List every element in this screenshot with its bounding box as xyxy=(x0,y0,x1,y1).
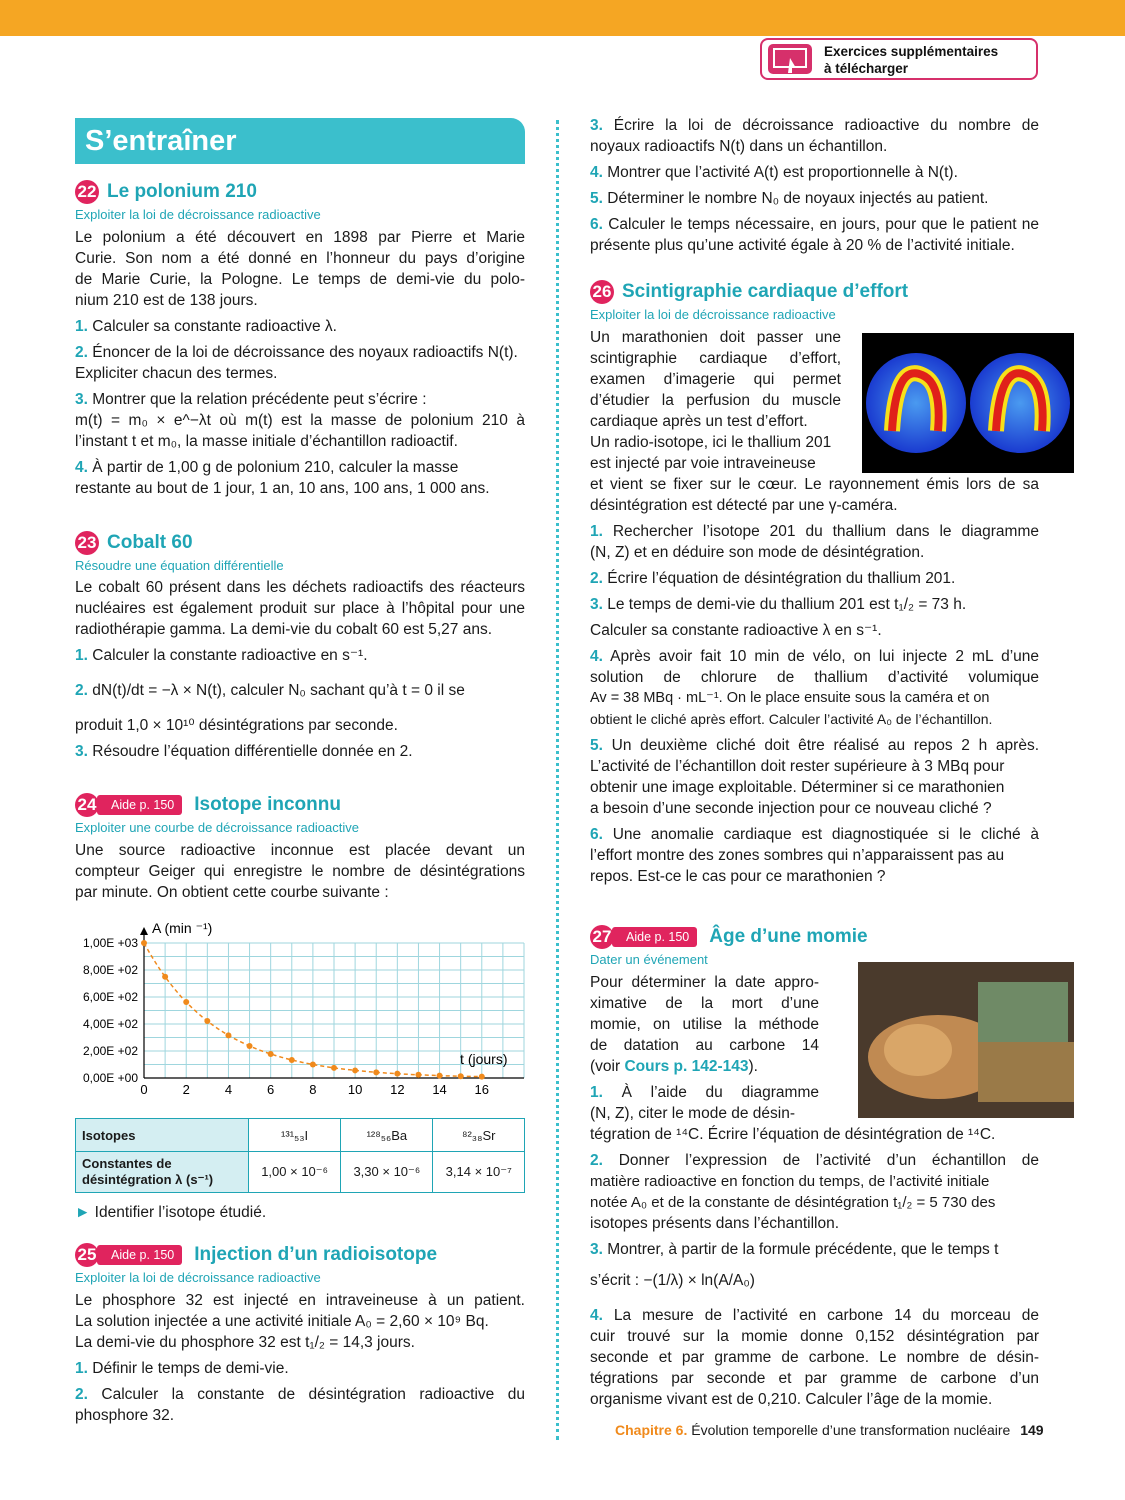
exercise-title: Âge d’une momie xyxy=(709,926,868,947)
y-tick-label: 6,00E +02 xyxy=(82,990,138,1004)
exercise-skill: Dater un événement xyxy=(590,952,708,967)
exercise-title: Scintigraphie cardiaque d’effort xyxy=(622,281,909,302)
exercise-title: Injection d’un radioisotope xyxy=(194,1244,438,1265)
exercise-title: Isotope inconnu xyxy=(194,794,341,815)
x-tick-label: 4 xyxy=(224,1082,233,1097)
exercise-26-body: Un marathonien doit passer une scintigraphie cardiaque d’effort, examen d’imagerie qui permet d’étudier la perfusion du muscle cardiaque après un test d’effort. Un radio-isotope, ici le thallium 201 est injecté par voie intraveineuse et vient se fixer sur le cœur. Le rayonnement émis lors de sa désintégration est détecté par une γ-caméra. 1. Rechercher l’isotope 201 du thallium dans le diagramme (N, Z) et en déduire son mode de désintégration. 2. Écrire l’équation de désintégration du thallium 201. 3. Le temps de demi-vie du thallium 201 est t₁/₂ = 73 h. Calculer sa constante radioactive λ en s⁻¹. 4. Après avoir fait 10 min de vélo, on lui injecte 2 mL d’une solution de chlorure de thallium d’activité volumique Av = 38 MBq · mL⁻¹. On le place ensuite sous la caméra et on obtient le cliché après effort. Calculer l’activité A₀ de l’échantillon. 5. Un deuxième cliché doit être réalisé au repos 2 h après. L’activité de l’échantillon doit rester supérieure à 3 MBq pour obtenir une image exploitable. Déterminer si ce marathonien a besoin d’une seconde injection pour ce nouveau cliché ? 6. Une anomalie cardiaque est diagnostiquée si le cliché à l’effort montre des zones sombres qui n’apparaissent pas au repos. Est-ce le cas pour ce marathonien ? xyxy=(590,329,1040,885)
data-point xyxy=(479,1074,485,1080)
y-tick-label: 0,00E +00 xyxy=(82,1071,138,1085)
table-cell: ⁸²₃₈Sr xyxy=(433,1119,525,1152)
data-point xyxy=(394,1071,400,1077)
exercise-number: 23 xyxy=(75,531,99,555)
exercise-number: 26 xyxy=(590,280,614,304)
exercise-skill: Exploiter la loi de décroissance radioactive xyxy=(590,307,836,322)
data-point xyxy=(310,1062,316,1068)
x-tick-label: 12 xyxy=(390,1082,405,1097)
download-line2: à télécharger xyxy=(824,61,909,76)
exercise-25-continued: 3. Écrire la loi de décroissance radioactive du nombre de noyaux radioactifs N(t) dans un échantillon. 4. Montrer que l’activité A(t) est proportionnelle à N(t). 5. Déterminer le nombre N₀ de noyaux injectés au patient. 6. Calculer le temps nécessaire, en jours, pour que le patient ne présente plus qu’une activité égale à 20 % de l’activité initiale. xyxy=(590,117,1040,254)
x-tick-label: 2 xyxy=(182,1082,190,1097)
y-tick-label: 4,00E +02 xyxy=(82,1017,138,1031)
data-point xyxy=(204,1018,210,1024)
y-axis-label: A (min ⁻¹) xyxy=(152,920,213,936)
y-tick-label: 2,00E +02 xyxy=(82,1044,138,1058)
x-tick-label: 6 xyxy=(267,1082,275,1097)
exercise-number: 25 xyxy=(75,1243,99,1267)
section-banner: S’entraîner xyxy=(75,118,525,164)
exercise-25-header xyxy=(75,1243,437,1267)
exercise-number: 22 xyxy=(75,180,99,204)
data-point xyxy=(373,1069,379,1075)
x-tick-label: 10 xyxy=(347,1082,363,1097)
exercise-number: 24 xyxy=(75,793,99,817)
x-tick-label: 8 xyxy=(309,1082,317,1097)
table-cell: ¹²⁸₅₆Ba xyxy=(341,1119,433,1152)
table-header: Constantes de désintégration λ (s⁻¹) xyxy=(76,1152,249,1193)
y-tick-label: 8,00E +02 xyxy=(82,963,138,977)
exercise-27-body: Pour déterminer la date appro- ximative de la mort d’une momie, on utilise la méthode de datation au carbone 14 (voir Cours p. 142-143). 1. À l’aide du diagramme (N, Z), citer le mode de désin- tégration de ¹⁴C. Écrire l’équation de désintégration de ¹⁴C. 2. Donner l’expression de l’activité d’un échantillon de matière radioactive en fonction du temps, de l’activité initiale notée A₀ et de la constante de désintégration t₁/₂ = 5 730 des isotopes présents dans l’échantillon. 3. Montrer, à partir de la formule précédente, que le temps t s’écrit : −(1/λ) × ln(A/A₀) 4. La mesure de l’activité en carbone 14 du morceau de cuir trouvé sur la momie donne 0,152 désintégration par seconde et par gramme de carbone. Le nombre de désin- tégrations par seconde et par gramme de carbone d’un organisme vivant est de 0,210. Calculer l’âge de la momie. xyxy=(590,974,1039,1408)
exercise-26-header xyxy=(590,280,908,304)
help-badge[interactable]: Aide p. 150 xyxy=(97,1245,182,1265)
column-divider xyxy=(556,120,559,1440)
help-badge[interactable]: Aide p. 150 xyxy=(612,927,697,947)
chapter-label: Chapitre 6. xyxy=(615,1422,688,1438)
exercise-23-body: Le cobalt 60 présent dans les déchets radioactifs des réacteurs nucléaires est également produit sur place à l’hôpital pour une radiothérapie gamma. La demi-vie du cobalt 60 est 5,27 ans. 1. Calculer la constante radioactive en s⁻¹. 2. dN(t)/dt = −λ × N(t), calculer N₀ sachant qu’à t = 0 il se produit 1,0 × 10¹⁰ désintégrations par seconde. 3. Résoudre l’équation différentielle donnée en 2. xyxy=(75,579,525,760)
data-point xyxy=(458,1073,464,1079)
x-tick-label: 16 xyxy=(474,1082,490,1097)
data-point xyxy=(183,999,189,1005)
page-footer xyxy=(615,1422,1044,1438)
help-badge[interactable]: Aide p. 150 xyxy=(97,795,182,815)
table-header: Isotopes xyxy=(76,1119,249,1152)
data-point xyxy=(268,1051,274,1057)
table-cell: 1,00 × 10⁻⁶ xyxy=(248,1152,340,1193)
table-cell: ¹³¹₅₃I xyxy=(248,1119,340,1152)
decay-chart xyxy=(70,912,530,1102)
exercise-24-body: Une source radioactive inconnue est placée devant un compteur Geiger qui enregistre le nombre de désintégrations par minute. On obtient cette courbe suivante : xyxy=(75,842,525,901)
arrow-icon: ► xyxy=(75,1204,91,1221)
data-point xyxy=(162,974,168,980)
data-point xyxy=(247,1043,253,1049)
data-point xyxy=(352,1067,358,1073)
exercise-22-header xyxy=(75,180,257,204)
exercise-24-header xyxy=(75,793,341,817)
exercise-27-header xyxy=(590,925,868,949)
download-hand-icon xyxy=(768,44,812,74)
y-tick-label: 1,00E +03 xyxy=(82,936,138,950)
x-axis-label: t (jours) xyxy=(460,1051,508,1067)
data-point xyxy=(141,940,147,946)
exercise-title: Cobalt 60 xyxy=(107,532,193,553)
exercise-25-body: Le phosphore 32 est injecté en intraveineuse à un patient. La solution injectée a une activité initiale A₀ = 2,60 × 10⁹ Bq. La demi-vie du phosphore 32 est t₁/₂ = 14,3 jours. 1. Définir le temps de demi-vie. 2. Calculer la constante de désintégration radioactive du phosphore 32. xyxy=(75,1292,525,1424)
x-tick-label: 0 xyxy=(140,1082,148,1097)
isotopes-table xyxy=(75,1118,525,1193)
course-link[interactable]: Cours p. 142-143 xyxy=(624,1058,749,1075)
exercise-22-body: Le polonium a été découvert en 1898 par Pierre et Marie Curie. Son nom a été donné en l’honneur du pays d’origine de Marie Curie, la Pologne. Le temps de demi-vie du polo- nium 210 est de 138 jours. 1. Calculer sa constante radioactive λ. 2. Énoncer de la loi de décroissance des noyaux radioactifs N(t). Expliciter chacun des termes. 3. Montrer que la relation précédente peut s’écrire : m(t) = m₀ × e^−λt où m(t) est la masse de polonium 210 à l’instant t et m₀, la masse initiale d’échantillon radioactif. 4. À partir de 1,00 g de polonium 210, calculer la masse restante au bout de 1 jour, 1 an, 10 ans, 100 ans, 1 000 ans. xyxy=(75,229,525,497)
exercise-skill: Exploiter une courbe de décroissance radioactive xyxy=(75,820,360,835)
top-color-bar xyxy=(0,0,1125,36)
exercise-skill: Exploiter la loi de décroissance radioactive xyxy=(75,1270,321,1285)
chapter-title: Évolution temporelle d’une transformation nucléaire xyxy=(691,1422,1011,1438)
download-line1: Exercices supplémentaires xyxy=(824,44,999,59)
exercise-24-task: ► Identifier l’isotope étudié. xyxy=(75,1204,267,1221)
exercise-23-header xyxy=(75,531,193,555)
data-point xyxy=(225,1032,231,1038)
exercise-skill: Résoudre une équation différentielle xyxy=(75,558,284,573)
exercise-number: 27 xyxy=(590,925,614,949)
data-point xyxy=(331,1065,337,1071)
table-cell: 3,14 × 10⁻⁷ xyxy=(433,1152,525,1193)
exercise-title: Le polonium 210 xyxy=(107,181,257,202)
data-point xyxy=(289,1057,295,1063)
data-point xyxy=(415,1072,421,1078)
exercise-skill: Exploiter la loi de décroissance radioactive xyxy=(75,207,321,222)
x-tick-label: 14 xyxy=(432,1082,447,1097)
y-axis-arrow xyxy=(140,927,148,935)
data-point xyxy=(437,1073,443,1079)
page-number: 149 xyxy=(1020,1422,1044,1438)
download-exercises-button[interactable] xyxy=(760,38,1038,80)
table-cell: 3,30 × 10⁻⁶ xyxy=(341,1152,433,1193)
